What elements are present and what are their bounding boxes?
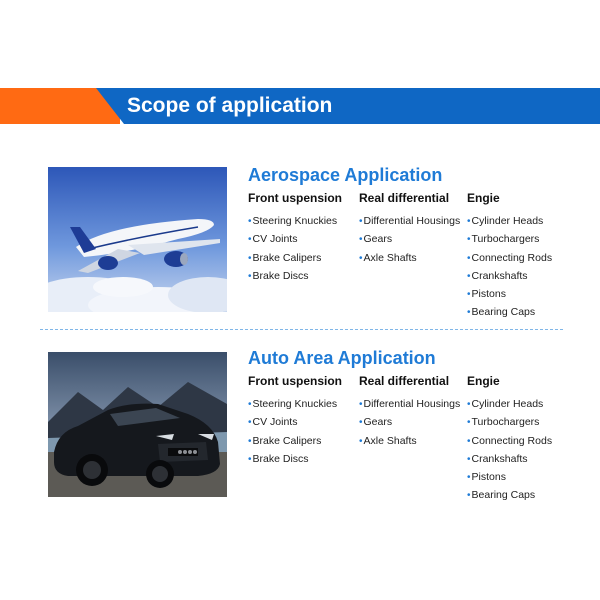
list-item: •Brake Calipers — [248, 434, 322, 447]
column-heading: Front uspension — [248, 191, 342, 205]
list-item: •Steering Knuckies — [248, 398, 338, 410]
list-item: •Axle Shafts — [359, 434, 417, 447]
list-item: •Cylinder Heads — [467, 398, 544, 410]
column-heading: Front uspension — [248, 374, 342, 388]
column-rear-differential — [359, 374, 460, 450]
list-item: •Crankshafts — [467, 452, 528, 465]
list-item: •Turbochargers — [467, 233, 540, 246]
section-divider — [40, 329, 563, 330]
column-front-suspension — [248, 191, 342, 285]
column-heading: Engie — [467, 374, 500, 388]
column-engine — [467, 191, 552, 322]
list-item: •Steering Knuckies — [248, 215, 338, 227]
column-heading: Real differential — [359, 374, 450, 388]
page-title: Scope of application — [127, 94, 333, 117]
car-image — [48, 352, 227, 497]
list-item: •Pistons — [467, 288, 506, 301]
list-item: •Cylinder Heads — [467, 215, 544, 227]
column-rear-differential — [359, 191, 460, 267]
column-heading: Real differential — [359, 191, 450, 205]
column-engine — [467, 374, 552, 505]
list-item: •Brake Discs — [248, 269, 309, 282]
list-item: •Turbochargers — [467, 416, 540, 429]
list-item: •CV Joints — [248, 233, 298, 246]
list-item: •Brake Calipers — [248, 251, 322, 264]
auto-section — [0, 350, 600, 520]
column-front-suspension — [248, 374, 342, 468]
list-item: •Crankshafts — [467, 269, 528, 282]
list-item: •Axle Shafts — [359, 251, 417, 264]
section-title: Auto Area Application — [248, 348, 436, 368]
list-item: •Differential Housings — [359, 215, 461, 227]
list-item: •Pistons — [467, 471, 506, 484]
aerospace-section — [0, 167, 600, 337]
header-banner — [0, 88, 600, 124]
section-title: Aerospace Application — [248, 165, 443, 185]
list-item: •Connecting Rods — [467, 434, 553, 447]
list-item: •Gears — [359, 233, 393, 246]
list-item: •Bearing Caps — [467, 489, 536, 502]
list-item: •Connecting Rods — [467, 251, 553, 264]
list-item: •Brake Discs — [248, 452, 309, 465]
airplane-image — [48, 167, 227, 312]
list-item: •Gears — [359, 416, 393, 429]
list-item: •CV Joints — [248, 416, 298, 429]
column-heading: Engie — [467, 191, 500, 205]
list-item: •Bearing Caps — [467, 306, 536, 319]
list-item: •Differential Housings — [359, 398, 461, 410]
